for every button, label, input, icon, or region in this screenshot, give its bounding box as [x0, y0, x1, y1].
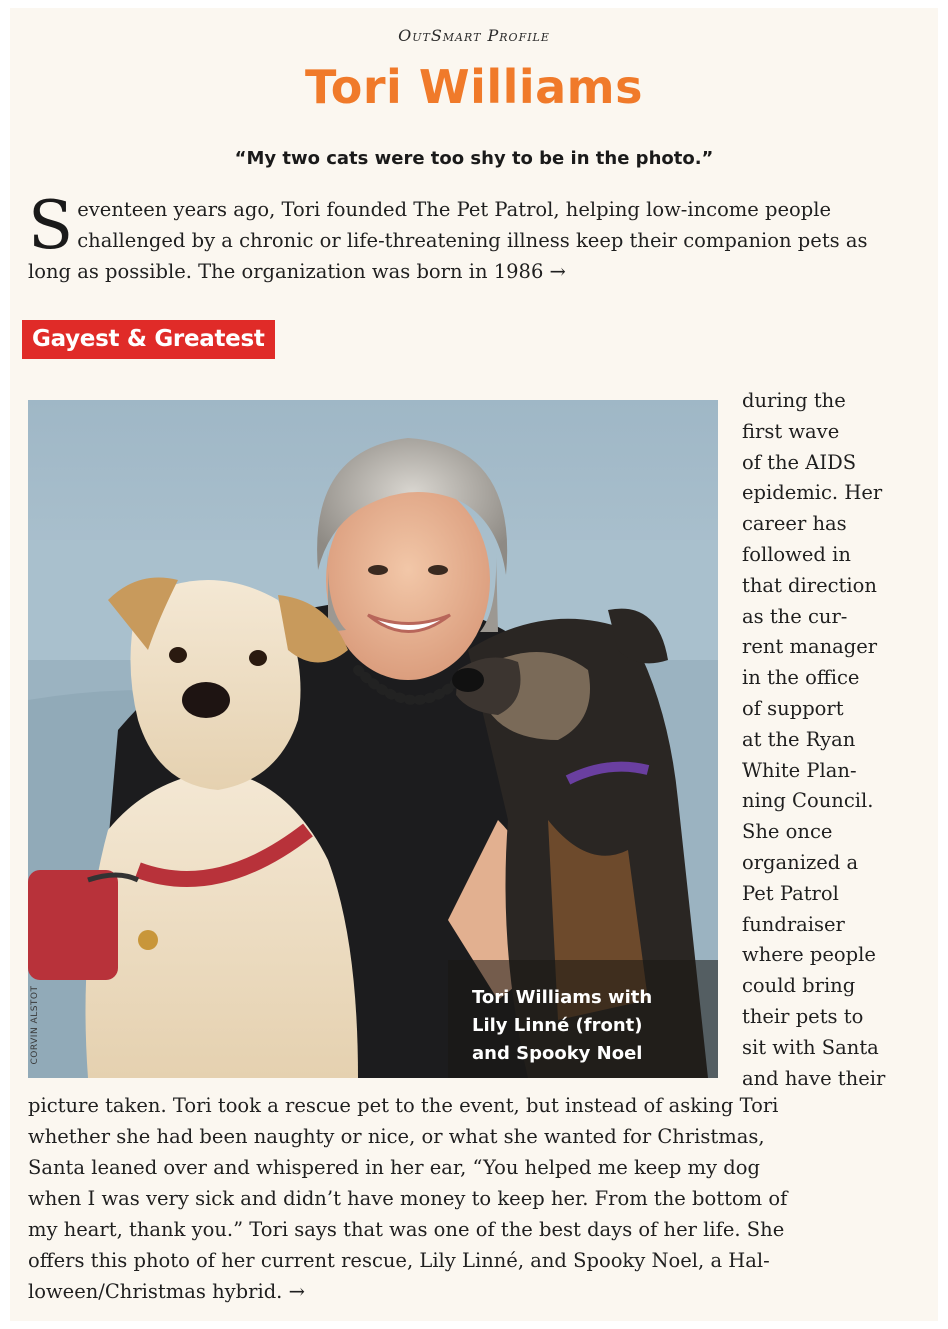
column-line: in the office: [742, 666, 860, 690]
caption-line: Lily Linné (front): [472, 1015, 643, 1036]
intro-text: eventeen years ago, Tori founded The Pet Patrol, helping low-income people challenged by a chronic or life-threatening illness keep their companion pets as long as possible. The organization was born in 1986 →: [28, 198, 868, 283]
body-line: my heart, thank you.” Tori says that was one of the best days of her life. She: [28, 1218, 785, 1241]
body-line: offers this photo of her current rescue, Lily Linné, and Spooky Noel, a Hal-: [28, 1249, 770, 1272]
column-line: career has: [742, 512, 847, 536]
profile-photo: [28, 400, 718, 1078]
column-line: White Plan-: [742, 758, 857, 782]
column-line: of support: [742, 696, 844, 720]
photo-illustration: [28, 400, 718, 1078]
column-line: epidemic. Her: [742, 481, 883, 505]
body-line: picture taken. Tori took a rescue pet to the event, but instead of asking Tori: [28, 1094, 779, 1117]
column-line: could bring: [742, 974, 856, 998]
column-line: where people: [742, 943, 876, 967]
body-line: whether she had been naughty or nice, or what she wanted for Christmas,: [28, 1125, 765, 1148]
column-line: of the AIDS: [742, 450, 857, 474]
section-label: OutSmart Profile: [398, 26, 550, 45]
column-line: followed in: [742, 542, 851, 566]
column-line: that direction: [742, 573, 877, 597]
caption-line: and Spooky Noel: [472, 1043, 643, 1064]
column-line: She once: [742, 820, 833, 844]
body-line: Santa leaned over and whispered in her ear, “You helped me keep my dog: [28, 1156, 760, 1179]
drop-cap: S: [28, 187, 74, 264]
column-line: and have their: [742, 1066, 886, 1090]
column-line: first wave: [742, 419, 840, 443]
caption-line: Tori Williams with: [472, 987, 653, 1008]
column-line: organized a: [742, 850, 859, 874]
photo-caption: [472, 984, 702, 1068]
body-line: when I was very sick and didn’t have money to keep her. From the bottom of: [28, 1187, 788, 1210]
body-line: loween/Christmas hybrid. →: [28, 1280, 305, 1303]
column-line: rent manager: [742, 635, 878, 659]
column-line: fundraiser: [742, 912, 845, 936]
column-line: ning Council.: [742, 789, 874, 813]
profile-title: Tori Williams: [304, 60, 643, 114]
column-line: Pet Patrol: [742, 881, 839, 905]
column-line: sit with Santa: [742, 1035, 879, 1059]
pull-quote: “My two cats were too shy to be in the photo.”: [234, 148, 714, 169]
column-line: their pets to: [742, 1004, 864, 1028]
photo-credit: CORVIN ALSTOT: [30, 985, 40, 1065]
column-line: as the cur-: [742, 604, 848, 628]
magazine-page: [10, 8, 938, 1321]
intro-paragraph: [28, 187, 908, 287]
body-column: [742, 386, 938, 1094]
column-line: at the Ryan: [742, 727, 856, 751]
gayest-greatest-badge: Gayest & Greatest: [22, 320, 275, 359]
column-line: during the: [742, 389, 846, 412]
body-continuation: [28, 1090, 928, 1307]
